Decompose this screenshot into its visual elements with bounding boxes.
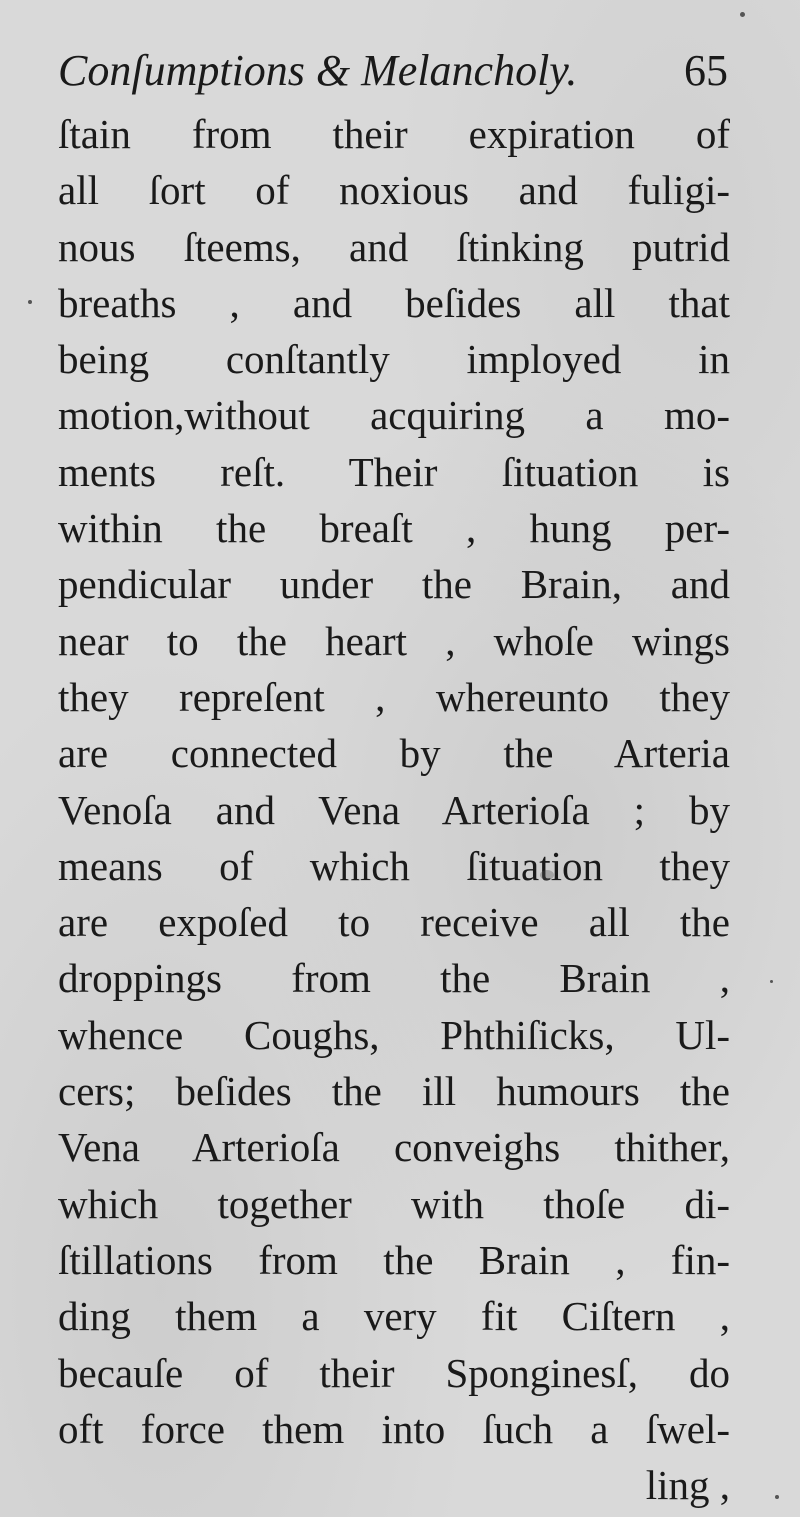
text-line: within the breaſt , hung per- (58, 505, 730, 552)
text-line: all ſort of noxious and fuligi- (58, 167, 730, 214)
text-line: oft force them into ſuch a ſwel- (58, 1405, 730, 1452)
text-line: cers; beſides the ill humours the (58, 1068, 730, 1115)
ink-speck (28, 300, 32, 304)
ink-speck (775, 1495, 779, 1499)
text-line: ding them a very fit Ciſtern , (58, 1293, 730, 1340)
text-line: Vena Arterioſa conveighs thither, (58, 1124, 730, 1171)
body-text (58, 106, 730, 1513)
text-line: they repreſent , whereunto they (58, 673, 730, 720)
text-line: are connected by the Arteria (58, 730, 730, 777)
text-line: motion,without acquiring a mo- (58, 392, 730, 439)
text-line: whence Coughs, Phthiſicks, Ul- (58, 1011, 730, 1058)
text-line: becauſe of their Sponginesſ, do (58, 1349, 730, 1396)
text-line: nous ſteems, and ſtinking putrid (58, 223, 730, 270)
text-line: ments reſt. Their ſituation is (58, 448, 730, 495)
ink-speck (540, 870, 554, 880)
page-number: 65 (684, 46, 728, 95)
text-line: Venoſa and Vena Arterioſa ; by (58, 786, 730, 833)
text-line: droppings from the Brain , (58, 955, 730, 1002)
running-header (58, 40, 728, 102)
catchword-line: ling , (645, 1462, 730, 1509)
ink-speck (740, 12, 745, 17)
text-line: which together with thoſe di- (58, 1180, 730, 1227)
text-line: means of which ſituation they (58, 842, 730, 889)
text-line: are expoſed to receive all the (58, 899, 730, 946)
text-line: near to the heart , whoſe wings (58, 617, 730, 664)
ink-speck (770, 980, 773, 983)
text-line: pendicular under the Brain, and (58, 561, 730, 608)
text-line: being conſtantly imployed in (58, 336, 730, 383)
running-title: Conſumptions & Melancholy. (58, 46, 578, 95)
text-line: ſtain from their expiration of (58, 111, 730, 157)
text-line: breaths , and beſides all that (58, 279, 730, 326)
text-line: ſtillations from the Brain , fin- (58, 1236, 730, 1283)
